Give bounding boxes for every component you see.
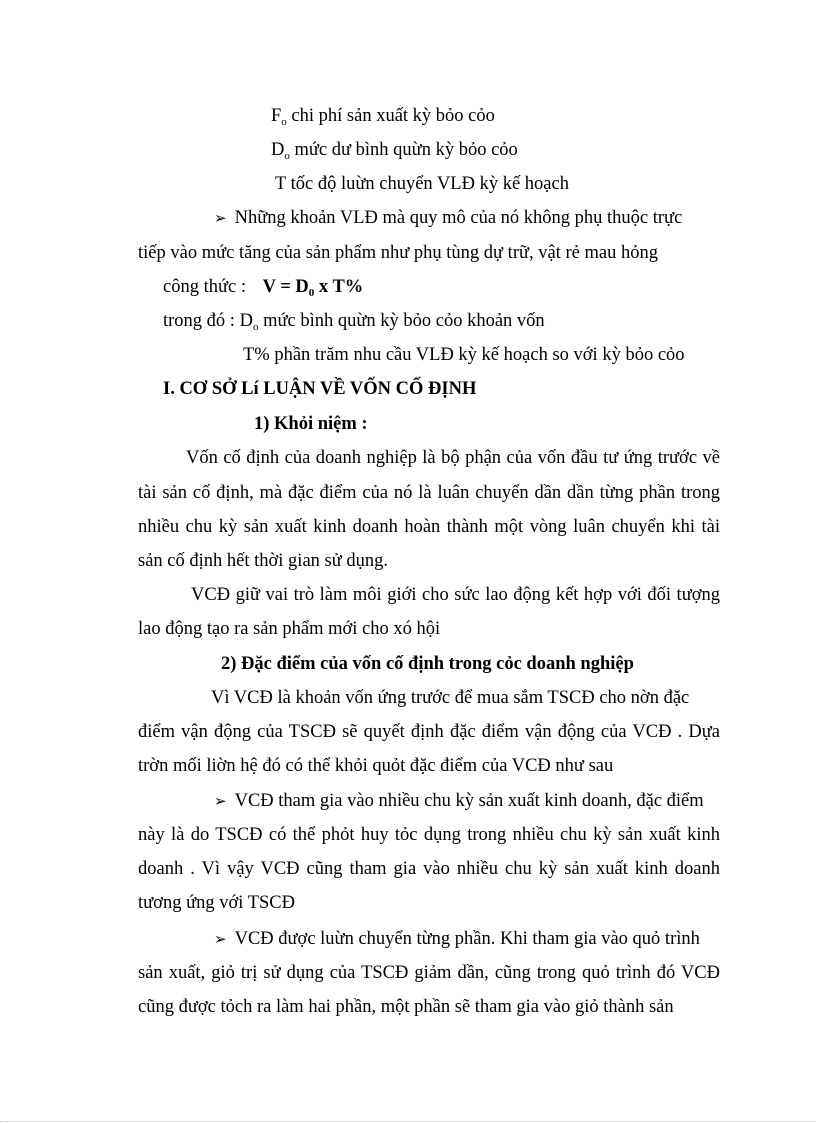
def-f0-symbol: F: [271, 106, 282, 126]
where-sub: o: [252, 321, 259, 333]
def-d0-symbol: D: [271, 140, 285, 160]
formula-expr-prefix: V = D: [262, 277, 309, 297]
page-bottom-divider: [0, 1121, 816, 1122]
def-f0: [271, 107, 495, 126]
bullet-1-line-2: tiếp vào mức tăng của sản phẩm như phụ tùng dự trữ, vật rẻ mau hỏng: [138, 243, 658, 263]
def-d0: [271, 141, 518, 160]
bullet-2-line-2: này là do TSCĐ có thể phỏt huy tỏc dụng trong nhiều chu kỳ sản xuất kinh: [138, 825, 720, 845]
para-2-line-1: VCĐ giữ vai trò làm môi giới cho sức lao động kết hợp với đối tượng: [191, 585, 720, 605]
subsection-2-heading: 2) Đặc điểm của vốn cố định trong cỏc doanh nghiệp: [221, 654, 634, 674]
bullet-1-text-1: Những khoản VLĐ mà quy mô của nó không phụ thuộc trực: [234, 208, 683, 228]
formula-label: công thức :: [163, 277, 246, 297]
subsection-1-heading: 1) Khỏi niệm :: [254, 414, 368, 434]
bullet-3-text-1: VCĐ được luừn chuyển từng phần. Khi tham gia vào quỏ trình: [234, 929, 700, 949]
formula-expression: [263, 277, 364, 297]
arrowhead-bullet-icon: ➢: [214, 211, 227, 227]
formula-expr-suffix: x T%: [314, 277, 364, 297]
def-d0-sub: o: [284, 150, 290, 162]
bullet-3-line-1: [214, 930, 700, 949]
def-f0-sub: o: [281, 116, 287, 128]
para-2-line-2: lao động tạo ra sản phẩm mới cho xó hội: [138, 619, 441, 639]
where-text: mức bình quừn kỳ bỏo cỏo khoản vốn: [258, 311, 545, 331]
arrowhead-bullet-icon: ➢: [214, 794, 227, 810]
def-d0-text: mức dư bình quừn kỳ bỏo cỏo: [289, 140, 518, 160]
bullet-3-line-2: sản xuất, giỏ trị sử dụng của TSCĐ giảm dần, cũng trong quỏ trình đó VCĐ: [138, 963, 720, 983]
formula-expr-sub: 0: [308, 287, 315, 299]
para-3-line-2: điểm vận động của TSCĐ sẽ quyết định đặc điểm vận động của VCĐ . Dựa: [138, 722, 720, 742]
bullet-2-line-1: [214, 792, 704, 811]
para-1-line-2: tài sản cố định, mà đặc điểm của nó là luân chuyển dần dần từng phần trong: [138, 483, 720, 503]
where-prefix: trong đó : D: [163, 311, 253, 331]
para-1-line-3: nhiều chu kỳ sản xuất kinh doanh hoàn thành một vòng luân chuyển khi tài: [138, 517, 720, 537]
bullet-3-line-3: cũng được tỏch ra làm hai phần, một phần sẽ tham gia vào giỏ thành sản: [138, 997, 674, 1017]
def-f0-text: chi phí sản xuất kỳ bỏo cỏo: [286, 106, 495, 126]
bullet-2-text-1: VCĐ tham gia vào nhiều chu kỳ sản xuất kinh doanh, đặc điểm: [234, 791, 704, 811]
para-3-line-3: trờn mối liờn hệ đó có thể khỏi quỏt đặc điểm của VCĐ như sau: [138, 756, 614, 776]
formula-line: [163, 278, 363, 297]
para-1-line-1: Vốn cố định của doanh nghiệp là bộ phận của vốn đầu tư ứng trước về: [186, 448, 720, 468]
bullet-2-line-4: tương ứng với TSCĐ: [138, 893, 295, 913]
def-t: T tốc độ luừn chuyển VLĐ kỳ kế hoạch: [275, 174, 569, 194]
section-heading: I. CƠ SỞ Lí LUẬN VỀ VỐN CỐ ĐỊNH: [163, 379, 477, 399]
bullet-1-line-1: [214, 209, 682, 228]
para-1-line-4: sản cố định hết thời gian sử dụng.: [138, 551, 389, 571]
bullet-2-line-3: doanh . Vì vậy VCĐ cũng tham gia vào nhiều chu kỳ sản xuất kinh doanh: [138, 859, 720, 879]
para-3-line-1: Vì VCĐ là khoản vốn ứng trước để mua sắm TSCĐ cho nờn đặc: [211, 688, 690, 708]
where-line: [163, 312, 545, 331]
arrowhead-bullet-icon: ➢: [214, 932, 227, 948]
where-t-line: T% phần trăm nhu cầu VLĐ kỳ kế hoạch so với kỳ bỏo cỏo: [243, 345, 685, 365]
